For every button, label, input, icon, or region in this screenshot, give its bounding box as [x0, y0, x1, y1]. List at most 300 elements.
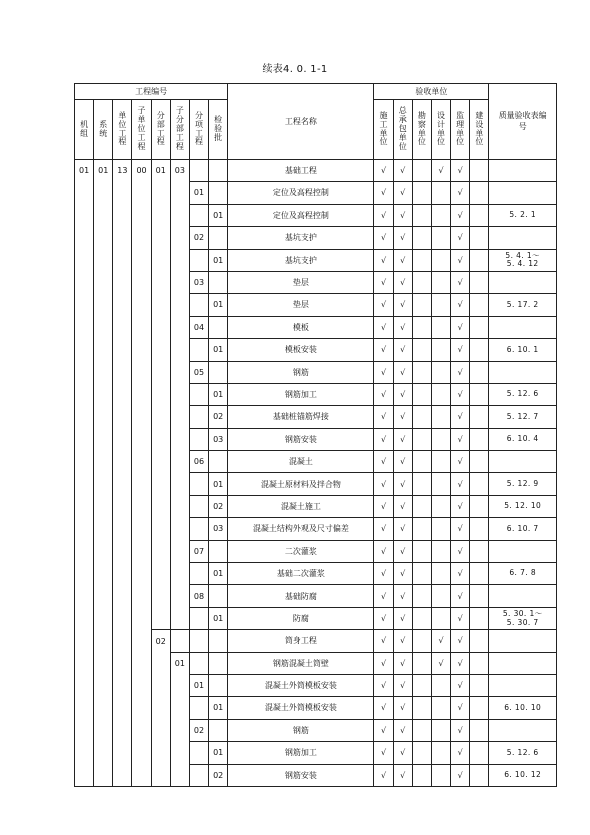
table-row [75, 204, 557, 226]
table-row [75, 428, 557, 450]
code-zidanwei [132, 227, 151, 249]
check-kc [412, 652, 431, 674]
check-sj [431, 428, 450, 450]
project-name: 基础防腐 [228, 585, 374, 607]
quality-form-no-line1: 6. 10. 7 [506, 523, 539, 533]
check-jl: √ [451, 428, 470, 450]
project-name: 模板安装 [228, 339, 374, 361]
quality-form-no [489, 383, 557, 405]
table-row [75, 742, 557, 764]
check-jl: √ [451, 563, 470, 585]
code-danwei [113, 719, 132, 741]
code-zifenbu [170, 361, 189, 383]
code-fenbu [151, 451, 170, 473]
project-name: 钢筋 [228, 719, 374, 741]
quality-form-no-line2: 5. 30. 7 [506, 617, 539, 627]
code-jizu: 01 [75, 160, 94, 182]
check-sg: √ [374, 518, 393, 540]
code-danwei [113, 428, 132, 450]
check-zcb: √ [393, 652, 412, 674]
check-sj [431, 271, 450, 293]
header-xitong: 系统 [94, 100, 113, 160]
check-jl: √ [451, 495, 470, 517]
check-sg: √ [374, 652, 393, 674]
project-name: 钢筋安装 [228, 764, 374, 786]
check-sg: √ [374, 742, 393, 764]
check-sj [431, 563, 450, 585]
check-sj: √ [431, 652, 450, 674]
code-jianyan [209, 227, 228, 249]
header-fenxiang: 分项工程 [189, 100, 208, 160]
check-sj [431, 473, 450, 495]
quality-form-no [489, 361, 557, 383]
code-fenxiang [189, 764, 208, 786]
code-fenbu [151, 316, 170, 338]
header-acceptance-units: 验收单位 [374, 84, 489, 100]
code-fenxiang [189, 383, 208, 405]
code-fenxiang: 07 [189, 540, 208, 562]
header-jianyan: 检验批 [209, 100, 228, 160]
quality-form-no-line1: 5. 2. 1 [509, 210, 537, 220]
code-fenbu [151, 383, 170, 405]
code-danwei [113, 249, 132, 271]
quality-form-no [489, 294, 557, 316]
code-zidanwei [132, 383, 151, 405]
header-fenbu: 分部工程 [151, 100, 170, 160]
header-quality-form-no: 质量验收表编号 [489, 84, 557, 160]
quality-form-no [489, 607, 557, 629]
check-jl: √ [451, 361, 470, 383]
code-jizu [75, 249, 94, 271]
code-xitong [94, 742, 113, 764]
table-row [75, 764, 557, 786]
check-sg: √ [374, 540, 393, 562]
code-danwei [113, 518, 132, 540]
quality-form-no [489, 160, 557, 182]
code-zifenbu [170, 585, 189, 607]
code-xitong [94, 585, 113, 607]
quality-form-no-line1: 5. 12. 7 [506, 411, 539, 421]
check-jl: √ [451, 227, 470, 249]
code-xitong [94, 495, 113, 517]
code-jizu [75, 585, 94, 607]
code-zidanwei [132, 518, 151, 540]
code-xitong [94, 182, 113, 204]
code-zifenbu [170, 451, 189, 473]
check-sj [431, 406, 450, 428]
quality-form-no [489, 204, 557, 226]
table-row [75, 518, 557, 540]
quality-form-no [489, 518, 557, 540]
check-js [470, 563, 489, 585]
code-jizu [75, 607, 94, 629]
code-fenbu [151, 361, 170, 383]
check-kc [412, 540, 431, 562]
header-zongchengbao: 总承包单位 [393, 100, 412, 160]
check-zcb: √ [393, 383, 412, 405]
table-row [75, 540, 557, 562]
code-danwei [113, 294, 132, 316]
code-fenbu [151, 585, 170, 607]
code-jianyan [209, 451, 228, 473]
code-zidanwei [132, 406, 151, 428]
check-kc [412, 473, 431, 495]
code-fenbu [151, 249, 170, 271]
check-sg: √ [374, 406, 393, 428]
code-fenbu [151, 518, 170, 540]
table-row [75, 697, 557, 719]
code-xitong [94, 271, 113, 293]
code-danwei [113, 271, 132, 293]
code-jizu [75, 697, 94, 719]
code-jianyan [209, 182, 228, 204]
code-jizu [75, 742, 94, 764]
check-jl: √ [451, 473, 470, 495]
code-jianyan [209, 160, 228, 182]
code-jizu [75, 383, 94, 405]
check-kc [412, 674, 431, 696]
code-jizu [75, 540, 94, 562]
check-zcb: √ [393, 182, 412, 204]
table-row [75, 607, 557, 629]
code-danwei [113, 473, 132, 495]
check-jl: √ [451, 182, 470, 204]
table-row [75, 294, 557, 316]
code-fenbu [151, 563, 170, 585]
code-xitong [94, 428, 113, 450]
code-xitong [94, 518, 113, 540]
code-zidanwei [132, 607, 151, 629]
quality-form-no-line1: 5. 30. 1～ [502, 608, 543, 618]
code-danwei: 13 [113, 160, 132, 182]
check-zcb: √ [393, 607, 412, 629]
code-zifenbu [170, 697, 189, 719]
check-sj [431, 451, 450, 473]
table-row [75, 585, 557, 607]
check-sg: √ [374, 428, 393, 450]
header-kancha: 勘察单位 [412, 100, 431, 160]
check-sj [431, 227, 450, 249]
check-sj [431, 495, 450, 517]
check-sg: √ [374, 495, 393, 517]
code-jianyan [209, 674, 228, 696]
project-name: 二次灌浆 [228, 540, 374, 562]
header-jianli: 监理单位 [451, 100, 470, 160]
code-jianyan: 01 [209, 607, 228, 629]
quality-form-no-line1: 5. 4. 1～ [505, 250, 540, 260]
code-fenxiang: 02 [189, 719, 208, 741]
code-xitong [94, 204, 113, 226]
check-sj [431, 361, 450, 383]
check-sj [431, 182, 450, 204]
code-zifenbu [170, 316, 189, 338]
code-fenxiang: 03 [189, 271, 208, 293]
code-jianyan: 01 [209, 473, 228, 495]
code-danwei [113, 742, 132, 764]
code-fenbu [151, 674, 170, 696]
check-zcb: √ [393, 473, 412, 495]
check-jl: √ [451, 249, 470, 271]
header-project-name: 工程名称 [228, 84, 374, 160]
code-xitong [94, 316, 113, 338]
check-jl: √ [451, 294, 470, 316]
page-title: 续表4. 0. 1-1 [262, 64, 328, 75]
check-sj: √ [431, 160, 450, 182]
code-jizu [75, 563, 94, 585]
check-zcb: √ [393, 406, 412, 428]
check-js [470, 585, 489, 607]
table-row [75, 630, 557, 652]
code-fenbu [151, 697, 170, 719]
code-jianyan [209, 630, 228, 652]
code-jianyan: 01 [209, 294, 228, 316]
code-jianyan: 01 [209, 383, 228, 405]
code-zifenbu [170, 249, 189, 271]
code-xitong [94, 540, 113, 562]
acceptance-table [74, 83, 557, 787]
code-xitong [94, 473, 113, 495]
quality-form-no-line1: 5. 12. 6 [506, 389, 539, 399]
code-fenxiang [189, 160, 208, 182]
project-name: 防腐 [228, 607, 374, 629]
check-kc [412, 719, 431, 741]
code-fenxiang [189, 249, 208, 271]
check-kc [412, 495, 431, 517]
check-jl: √ [451, 383, 470, 405]
check-js [470, 227, 489, 249]
code-fenxiang: 04 [189, 316, 208, 338]
check-js [470, 294, 489, 316]
code-danwei [113, 495, 132, 517]
code-fenxiang [189, 563, 208, 585]
code-jianyan: 03 [209, 518, 228, 540]
check-zcb: √ [393, 563, 412, 585]
project-name: 混凝土外筒模板安装 [228, 674, 374, 696]
check-jl: √ [451, 540, 470, 562]
code-zidanwei [132, 339, 151, 361]
quality-form-no-line1: 5. 12. 6 [506, 747, 539, 757]
check-sj [431, 294, 450, 316]
code-jianyan [209, 585, 228, 607]
quality-form-no [489, 428, 557, 450]
quality-form-no-line1: 5. 12. 10 [504, 501, 542, 511]
code-xitong [94, 563, 113, 585]
code-jizu [75, 630, 94, 652]
header-jizu: 机组 [75, 100, 94, 160]
code-fenbu [151, 204, 170, 226]
code-zidanwei [132, 294, 151, 316]
check-kc [412, 585, 431, 607]
check-zcb: √ [393, 339, 412, 361]
table-row [75, 249, 557, 271]
code-zidanwei [132, 204, 151, 226]
code-zifenbu [170, 227, 189, 249]
code-fenxiang [189, 473, 208, 495]
code-zifenbu [170, 630, 189, 652]
code-fenbu [151, 428, 170, 450]
table-row [75, 182, 557, 204]
quality-form-no [489, 227, 557, 249]
code-fenbu [151, 406, 170, 428]
code-fenbu [151, 271, 170, 293]
check-sg: √ [374, 563, 393, 585]
project-name: 钢筋加工 [228, 742, 374, 764]
code-xitong [94, 383, 113, 405]
check-jl: √ [451, 630, 470, 652]
code-danwei [113, 630, 132, 652]
code-fenxiang [189, 518, 208, 540]
check-js [470, 160, 489, 182]
code-jianyan [209, 361, 228, 383]
table-body [75, 160, 557, 787]
code-zidanwei [132, 540, 151, 562]
code-zifenbu: 03 [170, 160, 189, 182]
code-fenxiang: 01 [189, 182, 208, 204]
table-row [75, 339, 557, 361]
check-sj [431, 607, 450, 629]
check-zcb: √ [393, 428, 412, 450]
check-sj [431, 204, 450, 226]
check-sj [431, 585, 450, 607]
check-jl: √ [451, 271, 470, 293]
code-fenxiang [189, 652, 208, 674]
code-danwei [113, 764, 132, 786]
quality-form-no [489, 719, 557, 741]
code-fenxiang [189, 204, 208, 226]
code-zifenbu [170, 607, 189, 629]
code-xitong [94, 607, 113, 629]
code-fenbu [151, 182, 170, 204]
check-sj [431, 764, 450, 786]
check-zcb: √ [393, 495, 412, 517]
code-danwei [113, 406, 132, 428]
quality-form-no [489, 674, 557, 696]
code-danwei [113, 204, 132, 226]
code-xitong [94, 719, 113, 741]
check-kc [412, 630, 431, 652]
project-name: 钢筋安装 [228, 428, 374, 450]
code-fenxiang [189, 697, 208, 719]
table-row [75, 406, 557, 428]
check-zcb: √ [393, 204, 412, 226]
code-xitong: 01 [94, 160, 113, 182]
check-sg: √ [374, 339, 393, 361]
check-sj [431, 540, 450, 562]
check-js [470, 182, 489, 204]
code-fenbu [151, 227, 170, 249]
code-zifenbu [170, 204, 189, 226]
code-danwei [113, 652, 132, 674]
check-sj [431, 742, 450, 764]
quality-form-no-line1: 5. 17. 2 [506, 299, 539, 309]
check-js [470, 518, 489, 540]
header-zifenbu: 子分部工程 [170, 100, 189, 160]
check-js [470, 652, 489, 674]
project-name: 混凝土外筒模板安装 [228, 697, 374, 719]
code-zifenbu: 01 [170, 652, 189, 674]
quality-form-no [489, 563, 557, 585]
check-jl: √ [451, 518, 470, 540]
quality-form-no [489, 697, 557, 719]
code-xitong [94, 630, 113, 652]
check-js [470, 271, 489, 293]
check-jl: √ [451, 764, 470, 786]
check-kc [412, 518, 431, 540]
check-js [470, 249, 489, 271]
table-row [75, 227, 557, 249]
check-sg: √ [374, 383, 393, 405]
check-jl: √ [451, 451, 470, 473]
code-fenxiang [189, 607, 208, 629]
check-sj: √ [431, 630, 450, 652]
table-row [75, 719, 557, 741]
check-sg: √ [374, 697, 393, 719]
check-zcb: √ [393, 764, 412, 786]
check-zcb: √ [393, 294, 412, 316]
code-zifenbu [170, 271, 189, 293]
check-kc [412, 361, 431, 383]
check-kc [412, 697, 431, 719]
code-jianyan: 01 [209, 742, 228, 764]
code-zifenbu [170, 339, 189, 361]
code-xitong [94, 249, 113, 271]
check-kc [412, 204, 431, 226]
code-danwei [113, 316, 132, 338]
code-jianyan: 02 [209, 495, 228, 517]
code-jianyan: 01 [209, 563, 228, 585]
check-sg: √ [374, 294, 393, 316]
project-name: 基础桩锚筋焊接 [228, 406, 374, 428]
check-zcb: √ [393, 630, 412, 652]
code-jianyan: 02 [209, 764, 228, 786]
code-danwei [113, 451, 132, 473]
code-jizu [75, 518, 94, 540]
header-zidanwei: 子单位工程 [132, 100, 151, 160]
code-zidanwei [132, 428, 151, 450]
check-jl: √ [451, 160, 470, 182]
table-row [75, 473, 557, 495]
code-zifenbu [170, 540, 189, 562]
check-sg: √ [374, 764, 393, 786]
check-js [470, 719, 489, 741]
check-js [470, 383, 489, 405]
code-danwei [113, 674, 132, 696]
code-fenbu [151, 294, 170, 316]
code-xitong [94, 339, 113, 361]
check-jl: √ [451, 204, 470, 226]
check-sg: √ [374, 361, 393, 383]
quality-form-no [489, 473, 557, 495]
check-sj [431, 383, 450, 405]
check-kc [412, 451, 431, 473]
code-fenxiang: 02 [189, 227, 208, 249]
check-js [470, 316, 489, 338]
quality-form-no [489, 652, 557, 674]
check-js [470, 451, 489, 473]
header-sheji: 设计单位 [431, 100, 450, 160]
code-fenxiang: 01 [189, 674, 208, 696]
code-fenbu [151, 607, 170, 629]
code-jianyan [209, 719, 228, 741]
project-name: 定位及高程控制 [228, 182, 374, 204]
code-fenbu [151, 652, 170, 674]
project-name: 垫层 [228, 271, 374, 293]
code-jizu [75, 204, 94, 226]
check-js [470, 406, 489, 428]
project-name: 基础二次灌浆 [228, 563, 374, 585]
check-jl: √ [451, 607, 470, 629]
quality-form-no-line1: 6. 10. 12 [504, 769, 542, 779]
